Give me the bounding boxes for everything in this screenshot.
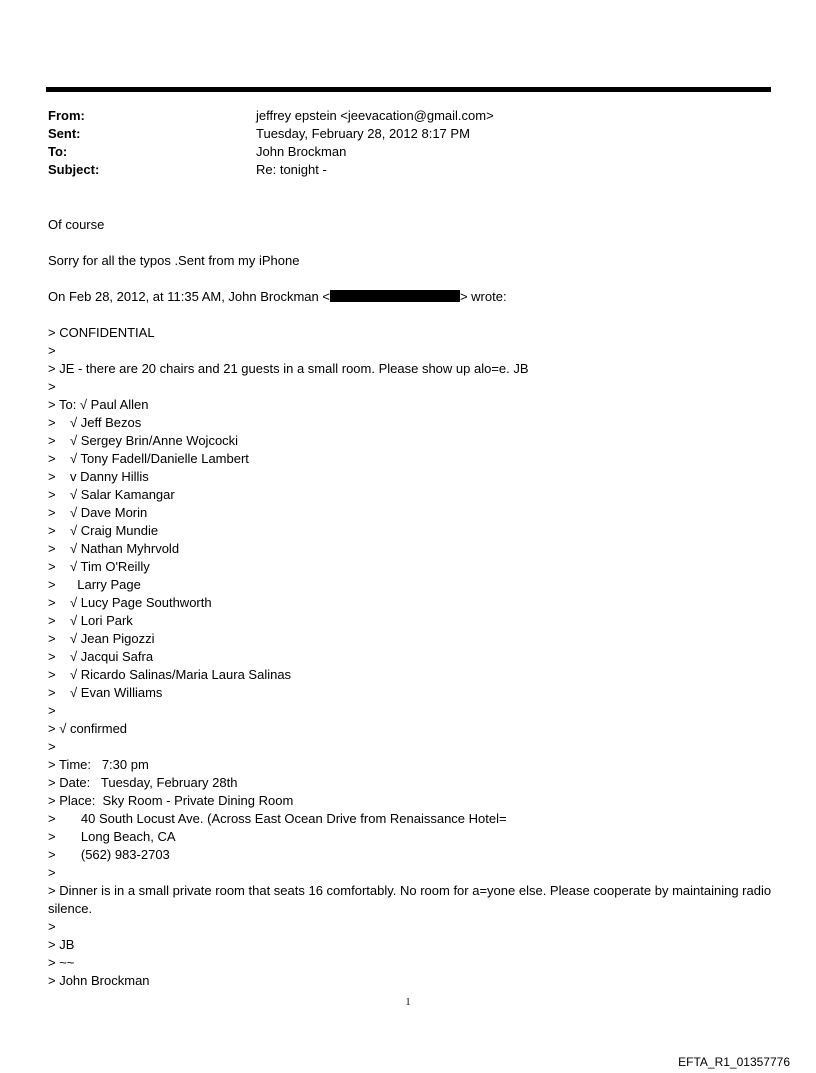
to-label: To:	[48, 144, 68, 159]
quoted-line: > John Brockman	[48, 973, 150, 988]
quoted-line: > Larry Page	[48, 577, 141, 592]
quoted-line: > √ Jacqui Safra	[48, 649, 154, 664]
quoted-line: > Time: 7:30 pm	[48, 757, 149, 772]
quoted-line: > (562) 983-2703	[48, 847, 170, 862]
quoted-line: > √ Tim O'Reilly	[48, 559, 150, 574]
quoted-line: > √ Lucy Page Southworth	[48, 595, 212, 610]
to-row	[48, 143, 494, 161]
quoted-line: > √ Sergey Brin/Anne Wojcocki	[48, 433, 239, 448]
subject-value: Re: tonight -	[256, 162, 327, 177]
quoted-line: > To: √ Paul Allen	[48, 397, 149, 412]
quoted-line: >	[48, 379, 56, 394]
reply-line: Of course	[48, 217, 105, 232]
quoted-line: > √ Nathan Myhrvold	[48, 541, 180, 556]
quoted-line: >	[48, 865, 56, 880]
subject-row	[48, 161, 494, 179]
quoted-line: >	[48, 703, 56, 718]
sent-value: Tuesday, February 28, 2012 8:17 PM	[256, 126, 470, 141]
email-body	[48, 216, 773, 990]
quoted-line: > √ confirmed	[48, 721, 128, 736]
document-id: EFTA_R1_01357776	[678, 1055, 790, 1069]
attribution-line	[48, 288, 773, 306]
from-value: jeffrey epstein <jeevacation@gmail.com>	[256, 108, 494, 123]
attribution-prefix: On Feb 28, 2012, at 11:35 AM, John Brockman <	[48, 289, 330, 304]
attribution-suffix: > wrote:	[459, 289, 507, 304]
signature-line: Sorry for all the typos .Sent from my iPhone	[48, 253, 300, 268]
quoted-line: >	[48, 919, 56, 934]
quoted-line: > Date: Tuesday, February 28th	[48, 775, 238, 790]
from-label: From:	[48, 108, 85, 123]
quoted-line: > √ Lori Park	[48, 613, 133, 628]
quoted-line: > √ Jeff Bezos	[48, 415, 142, 430]
quoted-line: >	[48, 739, 56, 754]
header-rule	[46, 87, 771, 92]
quoted-line: > √ Craig Mundie	[48, 523, 159, 538]
quoted-line: >	[48, 343, 56, 358]
subject-label: Subject:	[48, 162, 100, 177]
page-number: 1	[405, 997, 411, 1008]
quoted-line: > √ Ricardo Salinas/Maria Laura Salinas	[48, 667, 292, 682]
sent-row	[48, 125, 494, 143]
quoted-line: > v Danny Hillis	[48, 469, 149, 484]
quoted-line: > √ Salar Kamangar	[48, 487, 175, 502]
quoted-line: > ~~	[48, 955, 75, 970]
quoted-line: > √ Jean Pigozzi	[48, 631, 155, 646]
quoted-line: > CONFIDENTIAL	[48, 325, 155, 340]
quoted-line: > √ Evan Williams	[48, 685, 163, 700]
quoted-line: > JB	[48, 937, 75, 952]
quoted-line: > Place: Sky Room - Private Dining Room	[48, 793, 294, 808]
quoted-line: > JE - there are 20 chairs and 21 guests in a small room. Please show up alo=e. JB	[48, 361, 529, 376]
quoted-line: > Dinner is in a small private room that seats 16 comfortably. No room for a=yone else. Please cooperate by maintaining radio silence.	[48, 883, 775, 916]
quoted-message	[48, 324, 773, 990]
quoted-line: > √ Tony Fadell/Danielle Lambert	[48, 451, 249, 466]
quoted-line: > 40 South Locust Ave. (Across East Ocean Drive from Renaissance Hotel=	[48, 811, 507, 826]
email-header	[48, 107, 494, 179]
quoted-line: > Long Beach, CA	[48, 829, 176, 844]
to-value: John Brockman	[256, 144, 347, 159]
sent-label: Sent:	[48, 126, 81, 141]
redaction-block	[330, 290, 460, 302]
from-row	[48, 107, 494, 125]
quoted-line: > √ Dave Morin	[48, 505, 148, 520]
